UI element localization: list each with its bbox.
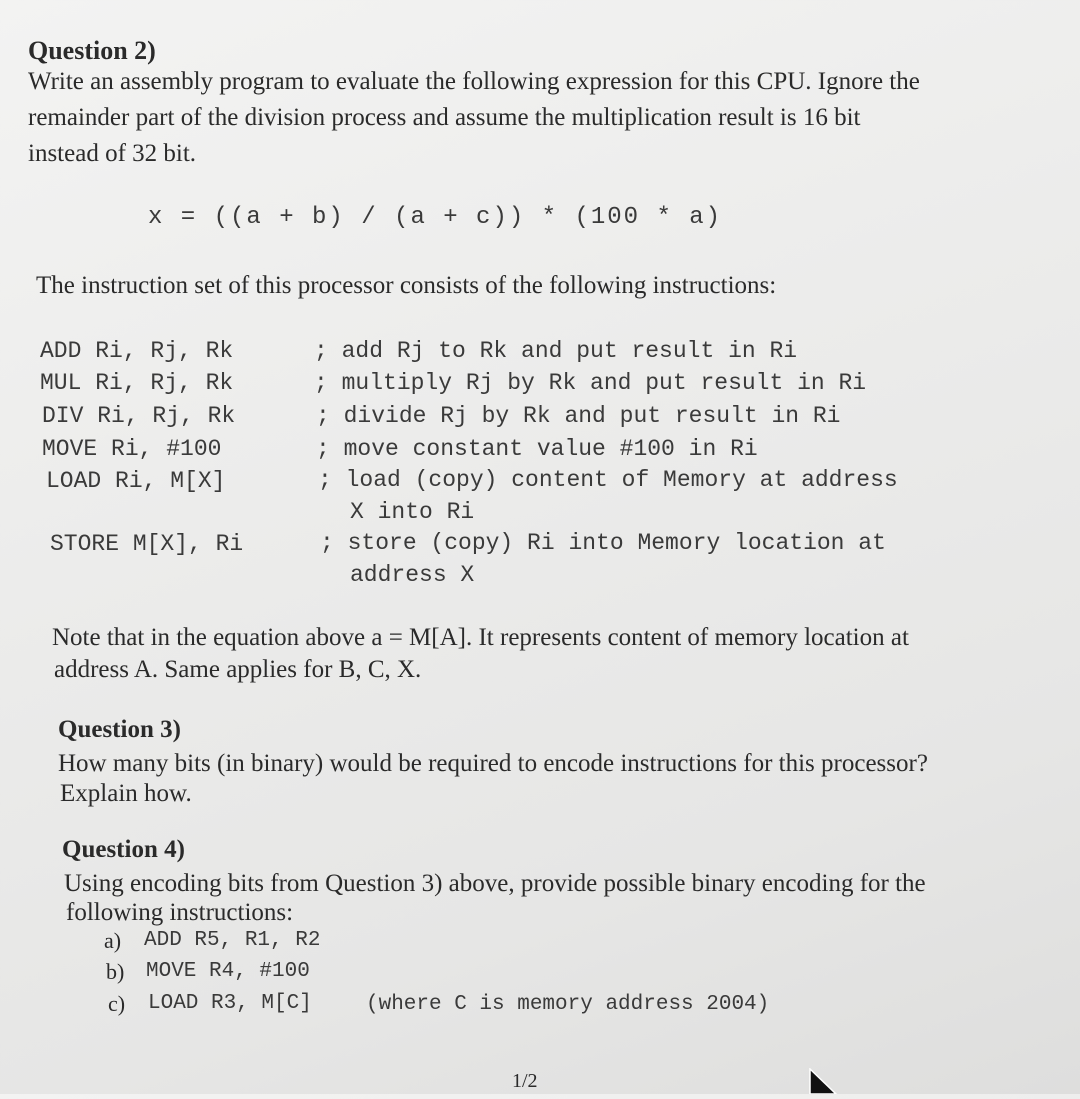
instruction-comment-load-cont: X into Ri	[350, 499, 475, 525]
instruction-comment-add: ; add Rj to Rk and put result in Ri	[314, 338, 798, 364]
instruction-code-store: STORE M[X], Ri	[50, 531, 244, 557]
item-b-label: b)	[106, 959, 125, 984]
expression: x = ((a + b) / (a + c)) * (100 * a)	[148, 204, 723, 231]
note-line-2: address A. Same applies for B, C, X.	[54, 656, 422, 683]
item-c-code: LOAD R3, M[C]	[148, 992, 312, 1015]
question-3-line-1: How many bits (in binary) would be required to encode instructions for this processor?	[58, 750, 928, 777]
instruction-comment-store-cont: address X	[350, 562, 475, 588]
question-2-heading: Question 2)	[28, 36, 156, 65]
question-2-intro-line-1: Write an assembly program to evaluate the following expression for this CPU. Ignore the	[28, 68, 920, 95]
item-b-code: MOVE R4, #100	[146, 960, 310, 983]
instruction-comment-mul: ; multiply Rj by Rk and put result in Ri	[314, 370, 867, 396]
question-4-line-2: following instructions:	[66, 899, 294, 926]
instruction-code-move: MOVE Ri, #100	[42, 436, 222, 462]
page-number: 1/2	[512, 1070, 538, 1092]
instruction-code-div: DIV Ri, Rj, Rk	[42, 403, 236, 429]
instruction-code-add: ADD Ri, Rj, Rk	[40, 338, 234, 364]
question-2-intro-line-2: remainder part of the division process and assume the multiplication result is 16 bit	[28, 104, 861, 131]
instruction-code-mul: MUL Ri, Rj, Rk	[40, 370, 234, 396]
item-c-note: (where C is memory address 2004)	[366, 993, 770, 1016]
note-line-1: Note that in the equation above a = M[A]. It represents content of memory location at	[52, 624, 909, 651]
question-4-heading: Question 4)	[62, 836, 185, 863]
instruction-code-load: LOAD Ri, M[X]	[46, 468, 226, 494]
question-4-line-1: Using encoding bits from Question 3) above, provide possible binary encoding for the	[64, 870, 926, 897]
item-c-label: c)	[108, 991, 126, 1016]
instruction-comment-load: ; load (copy) content of Memory at address	[318, 467, 898, 493]
instruction-set-intro: The instruction set of this processor consists of the following instructions:	[36, 272, 777, 299]
instruction-comment-move: ; move constant value #100 in Ri	[316, 436, 758, 462]
item-a-code: ADD R5, R1, R2	[144, 929, 321, 952]
item-a-label: a)	[104, 928, 122, 953]
question-3-line-2: Explain how.	[60, 780, 192, 807]
instruction-comment-store: ; store (copy) Ri into Memory location at	[320, 530, 886, 556]
instruction-comment-div: ; divide Rj by Rk and put result in Ri	[316, 403, 841, 429]
question-2-intro-line-3: instead of 32 bit.	[28, 140, 197, 167]
mouse-pointer-icon	[808, 1068, 838, 1099]
question-3-heading: Question 3)	[58, 716, 181, 743]
